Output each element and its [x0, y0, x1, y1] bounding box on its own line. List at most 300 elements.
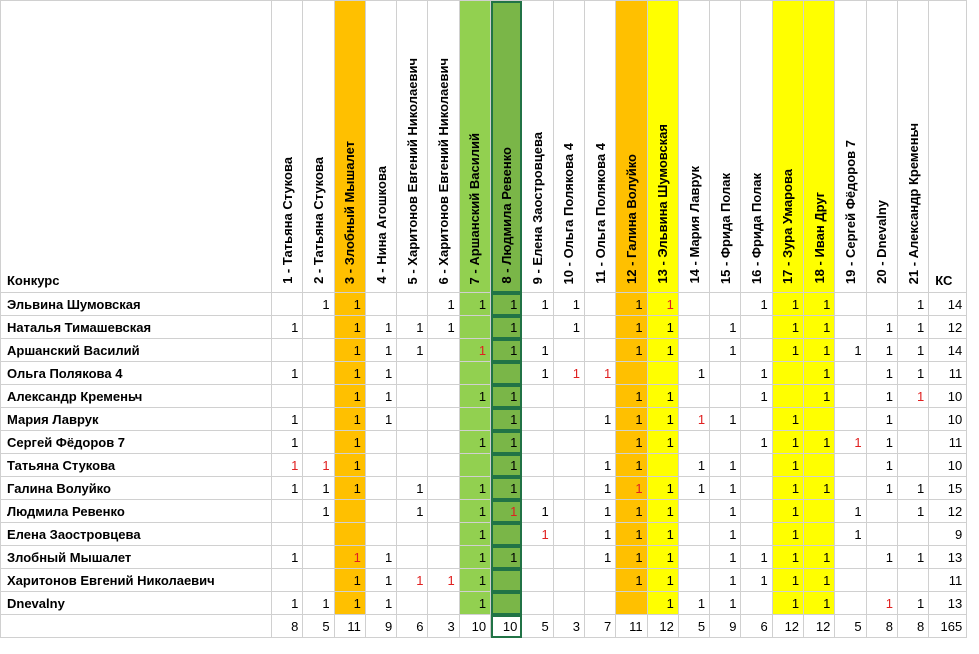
row-name-cell[interactable]: Елена Заостровцева	[1, 523, 272, 546]
vote-cell[interactable]	[897, 408, 928, 431]
vote-cell[interactable]: 1	[553, 316, 584, 339]
column-header[interactable]	[616, 1, 647, 293]
vote-cell[interactable]	[866, 500, 897, 523]
vote-cell[interactable]: 1	[897, 592, 928, 615]
vote-cell[interactable]	[553, 477, 584, 500]
vote-cell[interactable]: 1	[804, 339, 835, 362]
vote-cell[interactable]: 1	[647, 339, 678, 362]
row-total-cell[interactable]: 10	[929, 454, 967, 477]
vote-cell[interactable]: 1	[772, 316, 803, 339]
vote-cell[interactable]: 1	[334, 408, 365, 431]
column-header[interactable]	[397, 1, 428, 293]
row-total-cell[interactable]: 10	[929, 385, 967, 408]
vote-cell[interactable]: 1	[616, 293, 647, 316]
vote-cell[interactable]: 1	[710, 569, 741, 592]
vote-cell[interactable]: 1	[365, 592, 396, 615]
vote-cell[interactable]: 1	[866, 592, 897, 615]
vote-cell[interactable]	[678, 339, 709, 362]
vote-cell[interactable]: 1	[334, 569, 365, 592]
vote-cell[interactable]	[459, 454, 490, 477]
vote-cell[interactable]: 1	[678, 454, 709, 477]
vote-cell[interactable]	[428, 523, 459, 546]
vote-cell[interactable]: 1	[772, 408, 803, 431]
vote-cell[interactable]	[678, 293, 709, 316]
vote-cell[interactable]	[491, 523, 522, 546]
vote-cell[interactable]: 1	[897, 362, 928, 385]
vote-cell[interactable]: 1	[866, 362, 897, 385]
vote-cell[interactable]	[553, 500, 584, 523]
vote-cell[interactable]	[397, 408, 428, 431]
vote-cell[interactable]: 1	[866, 546, 897, 569]
vote-cell[interactable]: 1	[647, 316, 678, 339]
vote-cell[interactable]	[303, 385, 334, 408]
vote-cell[interactable]: 1	[678, 477, 709, 500]
vote-cell[interactable]	[397, 546, 428, 569]
vote-cell[interactable]: 1	[553, 293, 584, 316]
vote-cell[interactable]	[397, 293, 428, 316]
vote-cell[interactable]	[897, 569, 928, 592]
vote-cell[interactable]: 1	[835, 431, 866, 454]
vote-cell[interactable]: 1	[616, 546, 647, 569]
vote-cell[interactable]: 1	[459, 592, 490, 615]
vote-cell[interactable]	[678, 523, 709, 546]
vote-cell[interactable]	[522, 408, 553, 431]
vote-cell[interactable]: 1	[647, 500, 678, 523]
vote-cell[interactable]	[678, 316, 709, 339]
row-total-cell[interactable]: 15	[929, 477, 967, 500]
vote-cell[interactable]	[397, 362, 428, 385]
vote-cell[interactable]: 1	[334, 592, 365, 615]
column-header[interactable]	[522, 1, 553, 293]
vote-cell[interactable]: 1	[804, 316, 835, 339]
vote-cell[interactable]	[897, 431, 928, 454]
vote-cell[interactable]	[553, 408, 584, 431]
vote-cell[interactable]: 1	[772, 523, 803, 546]
corner-label[interactable]: Конкурс	[1, 1, 272, 293]
column-header[interactable]	[365, 1, 396, 293]
row-name-cell[interactable]: Татьяна Стукова	[1, 454, 272, 477]
vote-cell[interactable]: 1	[584, 546, 615, 569]
vote-cell[interactable]: 1	[804, 293, 835, 316]
vote-cell[interactable]	[428, 592, 459, 615]
vote-cell[interactable]: 1	[459, 569, 490, 592]
vote-cell[interactable]: 1	[804, 592, 835, 615]
vote-cell[interactable]: 1	[584, 523, 615, 546]
vote-cell[interactable]	[741, 477, 772, 500]
vote-cell[interactable]: 1	[866, 316, 897, 339]
row-name-cell[interactable]: Аршанский Василий	[1, 339, 272, 362]
vote-cell[interactable]	[584, 431, 615, 454]
vote-cell[interactable]	[272, 500, 303, 523]
vote-cell[interactable]: 1	[897, 385, 928, 408]
column-header[interactable]	[772, 1, 803, 293]
vote-cell[interactable]	[459, 408, 490, 431]
vote-cell[interactable]	[428, 408, 459, 431]
vote-cell[interactable]	[553, 569, 584, 592]
vote-cell[interactable]	[835, 477, 866, 500]
vote-cell[interactable]: 1	[678, 592, 709, 615]
vote-cell[interactable]: 1	[710, 454, 741, 477]
row-total-cell[interactable]: 14	[929, 293, 967, 316]
row-name-cell[interactable]: Ольга Полякова 4	[1, 362, 272, 385]
vote-cell[interactable]: 1	[303, 293, 334, 316]
vote-cell[interactable]: 1	[772, 431, 803, 454]
vote-cell[interactable]	[553, 454, 584, 477]
row-name-cell[interactable]: Людмила Ревенко	[1, 500, 272, 523]
vote-cell[interactable]	[397, 592, 428, 615]
row-total-cell[interactable]: 11	[929, 569, 967, 592]
column-total-cell[interactable]: 10	[459, 615, 490, 638]
column-total-cell[interactable]: 6	[741, 615, 772, 638]
vote-cell[interactable]	[772, 385, 803, 408]
vote-cell[interactable]: 1	[553, 362, 584, 385]
vote-cell[interactable]	[553, 523, 584, 546]
vote-cell[interactable]: 1	[616, 431, 647, 454]
column-total-cell[interactable]: 12	[647, 615, 678, 638]
column-header[interactable]	[584, 1, 615, 293]
vote-cell[interactable]	[584, 569, 615, 592]
vote-cell[interactable]: 1	[804, 546, 835, 569]
vote-cell[interactable]	[428, 362, 459, 385]
vote-cell[interactable]	[365, 477, 396, 500]
row-name-cell[interactable]: Наталья Тимашевская	[1, 316, 272, 339]
grand-total-cell[interactable]: 165	[929, 615, 967, 638]
vote-cell[interactable]	[678, 569, 709, 592]
vote-cell[interactable]	[584, 385, 615, 408]
column-total-cell[interactable]: 3	[553, 615, 584, 638]
vote-cell[interactable]	[303, 362, 334, 385]
vote-cell[interactable]: 1	[772, 293, 803, 316]
vote-cell[interactable]	[459, 362, 490, 385]
vote-cell[interactable]: 1	[365, 339, 396, 362]
vote-cell[interactable]	[741, 408, 772, 431]
vote-cell[interactable]	[397, 431, 428, 454]
column-header[interactable]	[428, 1, 459, 293]
vote-cell[interactable]: 1	[397, 477, 428, 500]
vote-cell[interactable]: 1	[741, 362, 772, 385]
vote-cell[interactable]	[897, 523, 928, 546]
vote-cell[interactable]	[522, 385, 553, 408]
vote-cell[interactable]: 1	[459, 431, 490, 454]
vote-cell[interactable]: 1	[459, 546, 490, 569]
vote-cell[interactable]: 1	[897, 477, 928, 500]
column-total-cell[interactable]: 8	[272, 615, 303, 638]
column-total-cell[interactable]: 10	[491, 615, 522, 638]
row-name-cell[interactable]: Харитонов Евгений Николаевич	[1, 569, 272, 592]
column-total-cell[interactable]: 5	[522, 615, 553, 638]
vote-cell[interactable]: 1	[897, 500, 928, 523]
vote-cell[interactable]	[553, 592, 584, 615]
vote-cell[interactable]	[303, 431, 334, 454]
vote-cell[interactable]: 1	[459, 523, 490, 546]
vote-cell[interactable]: 1	[804, 477, 835, 500]
vote-cell[interactable]: 1	[272, 477, 303, 500]
vote-cell[interactable]: 1	[459, 385, 490, 408]
vote-cell[interactable]: 1	[616, 454, 647, 477]
vote-cell[interactable]: 1	[397, 500, 428, 523]
vote-cell[interactable]: 1	[804, 385, 835, 408]
vote-cell[interactable]: 1	[678, 362, 709, 385]
vote-cell[interactable]: 1	[584, 454, 615, 477]
vote-cell[interactable]: 1	[584, 362, 615, 385]
vote-cell[interactable]	[334, 500, 365, 523]
vote-cell[interactable]: 1	[334, 454, 365, 477]
vote-cell[interactable]	[272, 523, 303, 546]
row-name-cell[interactable]: Эльвина Шумовская	[1, 293, 272, 316]
vote-cell[interactable]: 1	[897, 546, 928, 569]
vote-cell[interactable]	[804, 500, 835, 523]
vote-cell[interactable]: 1	[491, 454, 522, 477]
vote-cell[interactable]: 1	[772, 339, 803, 362]
vote-cell[interactable]	[835, 454, 866, 477]
vote-cell[interactable]: 1	[365, 408, 396, 431]
vote-cell[interactable]: 1	[334, 477, 365, 500]
vote-cell[interactable]: 1	[459, 477, 490, 500]
vote-cell[interactable]	[804, 523, 835, 546]
vote-cell[interactable]: 1	[710, 523, 741, 546]
vote-cell[interactable]	[522, 546, 553, 569]
vote-cell[interactable]: 1	[303, 454, 334, 477]
vote-cell[interactable]	[835, 362, 866, 385]
row-total-cell[interactable]: 11	[929, 362, 967, 385]
vote-cell[interactable]: 1	[365, 546, 396, 569]
vote-cell[interactable]: 1	[897, 316, 928, 339]
vote-cell[interactable]: 1	[584, 477, 615, 500]
vote-cell[interactable]	[397, 385, 428, 408]
vote-cell[interactable]: 1	[397, 316, 428, 339]
vote-cell[interactable]: 1	[616, 500, 647, 523]
vote-cell[interactable]	[866, 293, 897, 316]
column-header[interactable]	[459, 1, 490, 293]
vote-cell[interactable]: 1	[303, 500, 334, 523]
vote-cell[interactable]	[584, 592, 615, 615]
vote-cell[interactable]: 1	[428, 293, 459, 316]
vote-cell[interactable]: 1	[804, 362, 835, 385]
vote-cell[interactable]	[678, 431, 709, 454]
vote-cell[interactable]: 1	[710, 408, 741, 431]
vote-cell[interactable]: 1	[491, 316, 522, 339]
vote-cell[interactable]	[303, 546, 334, 569]
vote-cell[interactable]: 1	[303, 592, 334, 615]
vote-cell[interactable]: 1	[334, 316, 365, 339]
vote-cell[interactable]	[741, 316, 772, 339]
vote-cell[interactable]: 1	[647, 546, 678, 569]
column-header[interactable]	[741, 1, 772, 293]
vote-cell[interactable]: 1	[334, 385, 365, 408]
vote-cell[interactable]	[710, 385, 741, 408]
column-header[interactable]	[491, 1, 522, 293]
vote-cell[interactable]: 1	[741, 546, 772, 569]
vote-cell[interactable]: 1	[835, 339, 866, 362]
vote-cell[interactable]: 1	[272, 454, 303, 477]
vote-cell[interactable]: 1	[584, 408, 615, 431]
vote-cell[interactable]: 1	[772, 569, 803, 592]
column-header[interactable]	[897, 1, 928, 293]
column-total-cell[interactable]: 7	[584, 615, 615, 638]
vote-cell[interactable]: 1	[647, 592, 678, 615]
vote-cell[interactable]: 1	[397, 569, 428, 592]
vote-cell[interactable]	[428, 385, 459, 408]
vote-cell[interactable]	[647, 454, 678, 477]
vote-cell[interactable]	[428, 500, 459, 523]
vote-cell[interactable]: 1	[866, 431, 897, 454]
vote-cell[interactable]	[772, 362, 803, 385]
column-total-cell[interactable]: 12	[804, 615, 835, 638]
vote-cell[interactable]: 1	[772, 500, 803, 523]
vote-cell[interactable]	[272, 293, 303, 316]
vote-cell[interactable]	[835, 592, 866, 615]
vote-cell[interactable]	[334, 523, 365, 546]
vote-cell[interactable]	[459, 316, 490, 339]
vote-cell[interactable]	[491, 592, 522, 615]
vote-cell[interactable]: 1	[491, 408, 522, 431]
vote-cell[interactable]: 1	[866, 339, 897, 362]
vote-cell[interactable]: 1	[584, 500, 615, 523]
column-header[interactable]	[272, 1, 303, 293]
vote-cell[interactable]	[303, 523, 334, 546]
vote-cell[interactable]: 1	[334, 431, 365, 454]
vote-cell[interactable]: 1	[397, 339, 428, 362]
vote-cell[interactable]	[272, 339, 303, 362]
vote-cell[interactable]: 1	[866, 454, 897, 477]
row-total-cell[interactable]: 12	[929, 500, 967, 523]
vote-cell[interactable]	[835, 569, 866, 592]
vote-cell[interactable]	[710, 293, 741, 316]
vote-cell[interactable]	[428, 431, 459, 454]
vote-cell[interactable]: 1	[710, 316, 741, 339]
vote-cell[interactable]	[272, 385, 303, 408]
vote-cell[interactable]	[522, 431, 553, 454]
vote-cell[interactable]	[553, 431, 584, 454]
vote-cell[interactable]: 1	[647, 385, 678, 408]
row-total-cell[interactable]: 13	[929, 546, 967, 569]
vote-cell[interactable]: 1	[772, 546, 803, 569]
vote-cell[interactable]: 1	[522, 339, 553, 362]
column-total-cell[interactable]: 9	[710, 615, 741, 638]
vote-cell[interactable]: 1	[616, 477, 647, 500]
vote-cell[interactable]: 1	[647, 477, 678, 500]
vote-cell[interactable]	[522, 454, 553, 477]
vote-cell[interactable]: 1	[365, 362, 396, 385]
vote-cell[interactable]: 1	[772, 592, 803, 615]
vote-cell[interactable]	[522, 569, 553, 592]
vote-cell[interactable]	[397, 523, 428, 546]
vote-cell[interactable]	[553, 546, 584, 569]
row-name-cell[interactable]: Dnevalny	[1, 592, 272, 615]
vote-cell[interactable]	[584, 293, 615, 316]
column-header[interactable]	[866, 1, 897, 293]
vote-cell[interactable]: 1	[647, 569, 678, 592]
column-total-cell[interactable]: 5	[835, 615, 866, 638]
vote-cell[interactable]: 1	[272, 362, 303, 385]
column-total-cell[interactable]: 5	[303, 615, 334, 638]
vote-cell[interactable]: 1	[272, 316, 303, 339]
vote-cell[interactable]: 1	[459, 293, 490, 316]
vote-cell[interactable]	[522, 316, 553, 339]
vote-cell[interactable]	[584, 339, 615, 362]
vote-cell[interactable]	[584, 316, 615, 339]
row-name-cell[interactable]: Злобный Мышалет	[1, 546, 272, 569]
column-total-cell[interactable]: 5	[678, 615, 709, 638]
vote-cell[interactable]	[303, 339, 334, 362]
column-total-cell[interactable]: 3	[428, 615, 459, 638]
vote-cell[interactable]: 1	[647, 293, 678, 316]
vote-cell[interactable]	[553, 339, 584, 362]
vote-cell[interactable]: 1	[334, 339, 365, 362]
vote-cell[interactable]	[835, 316, 866, 339]
vote-cell[interactable]	[835, 408, 866, 431]
vote-cell[interactable]: 1	[866, 385, 897, 408]
vote-cell[interactable]	[428, 546, 459, 569]
vote-cell[interactable]	[303, 316, 334, 339]
vote-cell[interactable]: 1	[428, 316, 459, 339]
vote-cell[interactable]: 1	[835, 523, 866, 546]
vote-cell[interactable]: 1	[459, 500, 490, 523]
vote-cell[interactable]	[866, 523, 897, 546]
vote-cell[interactable]	[710, 431, 741, 454]
total-header[interactable]: КС	[929, 1, 967, 293]
column-header[interactable]	[553, 1, 584, 293]
vote-cell[interactable]	[647, 362, 678, 385]
vote-cell[interactable]	[678, 385, 709, 408]
column-header[interactable]	[804, 1, 835, 293]
vote-cell[interactable]: 1	[491, 293, 522, 316]
vote-cell[interactable]: 1	[334, 362, 365, 385]
vote-cell[interactable]	[741, 592, 772, 615]
vote-cell[interactable]: 1	[522, 523, 553, 546]
vote-cell[interactable]	[616, 592, 647, 615]
column-header[interactable]	[303, 1, 334, 293]
vote-cell[interactable]: 1	[491, 431, 522, 454]
column-header[interactable]	[647, 1, 678, 293]
vote-cell[interactable]: 1	[710, 500, 741, 523]
column-header[interactable]	[710, 1, 741, 293]
vote-cell[interactable]	[741, 523, 772, 546]
column-total-cell[interactable]: 11	[616, 615, 647, 638]
vote-cell[interactable]: 1	[491, 385, 522, 408]
vote-cell[interactable]	[365, 523, 396, 546]
vote-cell[interactable]: 1	[365, 316, 396, 339]
row-total-cell[interactable]: 10	[929, 408, 967, 431]
vote-cell[interactable]	[741, 339, 772, 362]
vote-cell[interactable]	[835, 385, 866, 408]
vote-cell[interactable]: 1	[522, 293, 553, 316]
vote-cell[interactable]	[741, 500, 772, 523]
vote-cell[interactable]	[428, 339, 459, 362]
vote-cell[interactable]: 1	[647, 408, 678, 431]
totals-label-cell[interactable]	[1, 615, 272, 638]
vote-cell[interactable]: 1	[866, 477, 897, 500]
vote-cell[interactable]	[365, 293, 396, 316]
vote-cell[interactable]: 1	[272, 546, 303, 569]
vote-cell[interactable]	[365, 500, 396, 523]
vote-cell[interactable]: 1	[616, 408, 647, 431]
vote-cell[interactable]: 1	[491, 477, 522, 500]
row-total-cell[interactable]: 9	[929, 523, 967, 546]
vote-cell[interactable]: 1	[428, 569, 459, 592]
row-name-cell[interactable]: Галина Волуйко	[1, 477, 272, 500]
vote-cell[interactable]: 1	[741, 385, 772, 408]
vote-cell[interactable]	[303, 569, 334, 592]
row-total-cell[interactable]: 14	[929, 339, 967, 362]
column-total-cell[interactable]: 9	[365, 615, 396, 638]
vote-cell[interactable]	[804, 408, 835, 431]
row-name-cell[interactable]: Мария Лаврук	[1, 408, 272, 431]
vote-cell[interactable]: 1	[804, 431, 835, 454]
vote-cell[interactable]	[303, 408, 334, 431]
vote-cell[interactable]	[428, 477, 459, 500]
vote-cell[interactable]: 1	[459, 339, 490, 362]
